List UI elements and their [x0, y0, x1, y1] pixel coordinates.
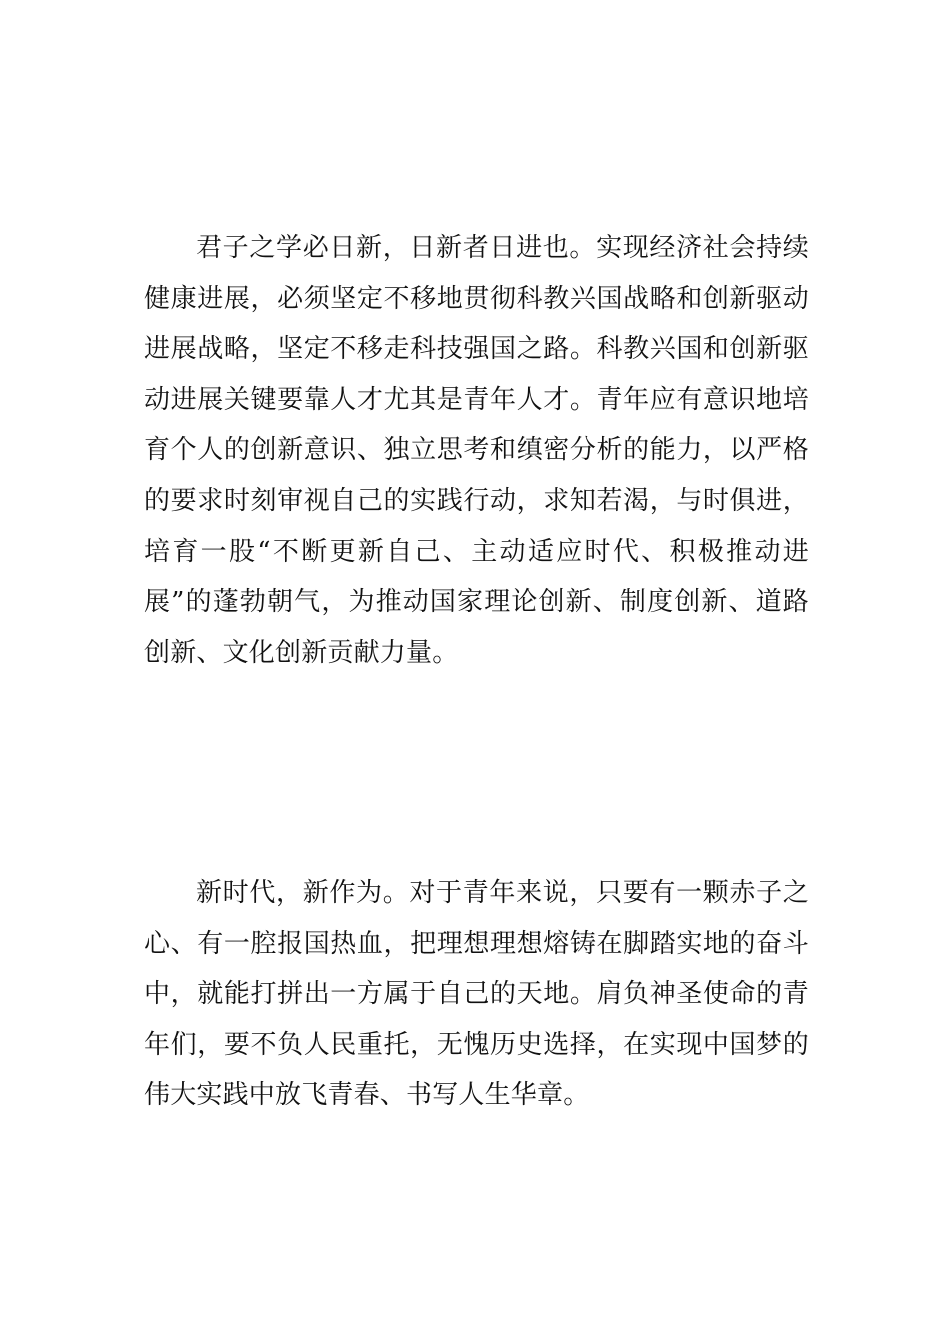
paragraph-innovation: 君子之学必日新，日新者日进也。实现经济社会持续健康进展，必须坚定不移地贯彻科教兴国战略和创新驱动进展战略，坚定不移走科技强国之路。科教兴国和创新驱动进展关键要靠人才尤其是青年人才。青年应有意识地培育个人的创新意识、独立思考和缜密分析的能力，以严格的要求时刻审视自己的实践行动，求知若渴，与时俱进，培育一股“不断更新自己、主动适应时代、积极推动进展”的蓬勃朝气，为推动国家理论创新、制度创新、道路创新、文化创新贡献力量。 [144, 233, 809, 668]
paragraph-new-era: 新时代，新作为。对于青年来说，只要有一颗赤子之心、有一腔报国热血，把理想理想熔铸在脚踏实地的奋斗中，就能打拼出一方属于自己的天地。肩负神圣使命的青年们，要不负人民重托，无愧历史选择，在实现中国梦的伟大实践中放飞青春、书写人生华章。 [144, 878, 809, 1111]
